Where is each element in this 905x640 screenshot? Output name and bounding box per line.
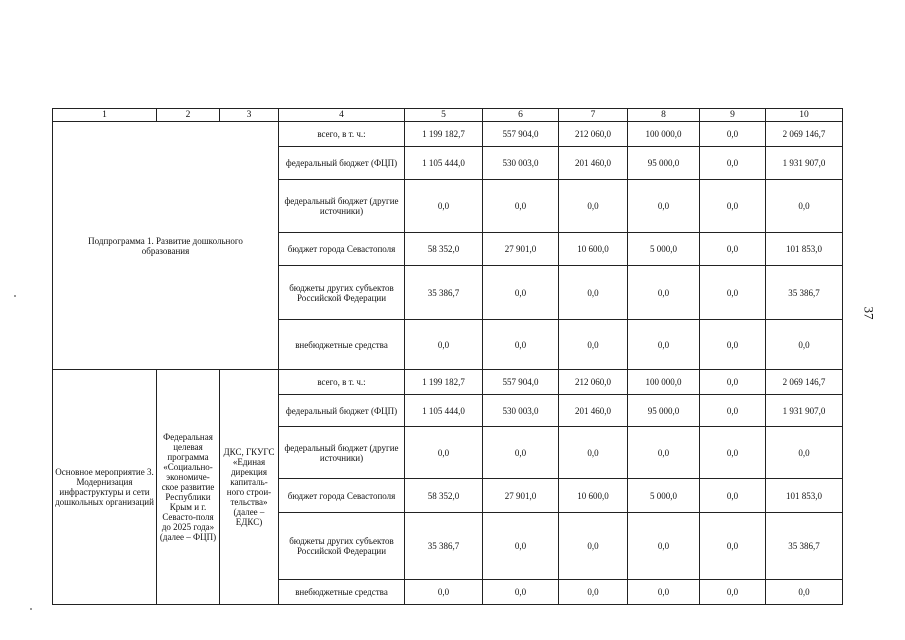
header-cell: 6 [483, 109, 559, 122]
amount-cell: 27 901,0 [483, 479, 559, 513]
amount-cell: 35 386,7 [766, 513, 843, 580]
header-cell: 1 [53, 109, 157, 122]
amount-cell: 0,0 [405, 580, 483, 605]
amount-cell: 1 199 182,7 [405, 370, 483, 395]
amount-cell: 101 853,0 [766, 479, 843, 513]
amount-cell: 0,0 [700, 122, 766, 147]
funding-source: федеральный бюджет (ФЦП) [279, 147, 405, 180]
amount-cell: 35 386,7 [405, 513, 483, 580]
amount-cell: 557 904,0 [483, 122, 559, 147]
amount-cell: 0,0 [766, 320, 843, 370]
amount-cell: 0,0 [700, 395, 766, 427]
amount-cell: 0,0 [766, 427, 843, 479]
funding-source: внебюджетные средства [279, 320, 405, 370]
amount-cell: 0,0 [700, 233, 766, 266]
page-number: 37 [861, 306, 877, 320]
amount-cell: 0,0 [628, 320, 700, 370]
table-row [53, 370, 843, 395]
amount-cell: 101 853,0 [766, 233, 843, 266]
header-cell: 3 [220, 109, 279, 122]
amount-cell: 58 352,0 [405, 233, 483, 266]
amount-cell: 27 901,0 [483, 233, 559, 266]
amount-cell: 557 904,0 [483, 370, 559, 395]
amount-cell: 0,0 [628, 580, 700, 605]
amount-cell: 5 000,0 [628, 479, 700, 513]
amount-cell: 0,0 [405, 180, 483, 233]
amount-cell: 0,0 [483, 427, 559, 479]
amount-cell: 0,0 [700, 479, 766, 513]
amount-cell: 0,0 [559, 266, 628, 320]
amount-cell: 0,0 [766, 180, 843, 233]
amount-cell: 0,0 [559, 580, 628, 605]
header-cell: 2 [157, 109, 220, 122]
funding-source: бюджет города Севастополя [279, 233, 405, 266]
amount-cell: 0,0 [628, 180, 700, 233]
amount-cell: 0,0 [700, 427, 766, 479]
amount-cell: 5 000,0 [628, 233, 700, 266]
amount-cell: 0,0 [700, 180, 766, 233]
amount-cell: 0,0 [628, 266, 700, 320]
amount-cell: 35 386,7 [766, 266, 843, 320]
header-row [53, 109, 843, 122]
amount-cell: 1 931 907,0 [766, 147, 843, 180]
amount-cell: 0,0 [700, 580, 766, 605]
amount-cell: 0,0 [483, 266, 559, 320]
funding-source: бюджеты других субъектов Российской Федерации [279, 266, 405, 320]
budget-table [52, 108, 843, 605]
funding-source: бюджеты других субъектов Российской Федерации [279, 513, 405, 580]
funding-source: внебюджетные средства [279, 580, 405, 605]
amount-cell: 201 460,0 [559, 147, 628, 180]
amount-cell: 10 600,0 [559, 233, 628, 266]
header-cell: 8 [628, 109, 700, 122]
amount-cell: 0,0 [559, 513, 628, 580]
amount-cell: 0,0 [483, 513, 559, 580]
amount-cell: 2 069 146,7 [766, 370, 843, 395]
program-name: Федеральная целевая программа «Социально-экономиче-ское развитие Республики Крым и г. Севасто-поля до 2025 года» (далее – ФЦП) [157, 370, 220, 605]
amount-cell: 0,0 [700, 266, 766, 320]
activity-title: Основное мероприятие 3. Модернизация инфраструктуры и сети дошкольных организаций [53, 370, 157, 605]
executor-name: ДКС, ГКУГС «Единая дирекция капиталь-ного строи-тельства» (далее – ЕДКС) [220, 370, 279, 605]
amount-cell: 0,0 [700, 370, 766, 395]
amount-cell: 1 105 444,0 [405, 147, 483, 180]
amount-cell: 212 060,0 [559, 122, 628, 147]
scan-speck [14, 295, 16, 297]
header-cell: 5 [405, 109, 483, 122]
header-cell: 10 [766, 109, 843, 122]
amount-cell: 530 003,0 [483, 147, 559, 180]
amount-cell: 95 000,0 [628, 395, 700, 427]
funding-source: всего, в т. ч.: [279, 122, 405, 147]
amount-cell: 35 386,7 [405, 266, 483, 320]
amount-cell: 2 069 146,7 [766, 122, 843, 147]
scan-speck [30, 608, 32, 610]
amount-cell: 100 000,0 [628, 122, 700, 147]
amount-cell: 0,0 [405, 320, 483, 370]
amount-cell: 0,0 [483, 180, 559, 233]
header-cell: 4 [279, 109, 405, 122]
amount-cell: 100 000,0 [628, 370, 700, 395]
amount-cell: 1 105 444,0 [405, 395, 483, 427]
amount-cell: 0,0 [559, 180, 628, 233]
amount-cell: 0,0 [559, 320, 628, 370]
amount-cell: 201 460,0 [559, 395, 628, 427]
funding-source: федеральный бюджет (другие источники) [279, 427, 405, 479]
funding-source: всего, в т. ч.: [279, 370, 405, 395]
header-cell: 9 [700, 109, 766, 122]
amount-cell: 0,0 [700, 513, 766, 580]
amount-cell: 1 199 182,7 [405, 122, 483, 147]
amount-cell: 212 060,0 [559, 370, 628, 395]
funding-source: федеральный бюджет (другие источники) [279, 180, 405, 233]
amount-cell: 0,0 [700, 147, 766, 180]
amount-cell: 0,0 [405, 427, 483, 479]
amount-cell: 0,0 [766, 580, 843, 605]
amount-cell: 95 000,0 [628, 147, 700, 180]
amount-cell: 0,0 [628, 513, 700, 580]
amount-cell: 530 003,0 [483, 395, 559, 427]
amount-cell: 0,0 [559, 427, 628, 479]
header-cell: 7 [559, 109, 628, 122]
funding-source: бюджет города Севастополя [279, 479, 405, 513]
amount-cell: 10 600,0 [559, 479, 628, 513]
funding-source: федеральный бюджет (ФЦП) [279, 395, 405, 427]
subprogram-title: Подпрограмма 1. Развитие дошкольного образования [53, 122, 279, 370]
table-row [53, 122, 843, 147]
amount-cell: 58 352,0 [405, 479, 483, 513]
amount-cell: 0,0 [628, 427, 700, 479]
amount-cell: 0,0 [483, 320, 559, 370]
amount-cell: 0,0 [700, 320, 766, 370]
amount-cell: 1 931 907,0 [766, 395, 843, 427]
amount-cell: 0,0 [483, 580, 559, 605]
